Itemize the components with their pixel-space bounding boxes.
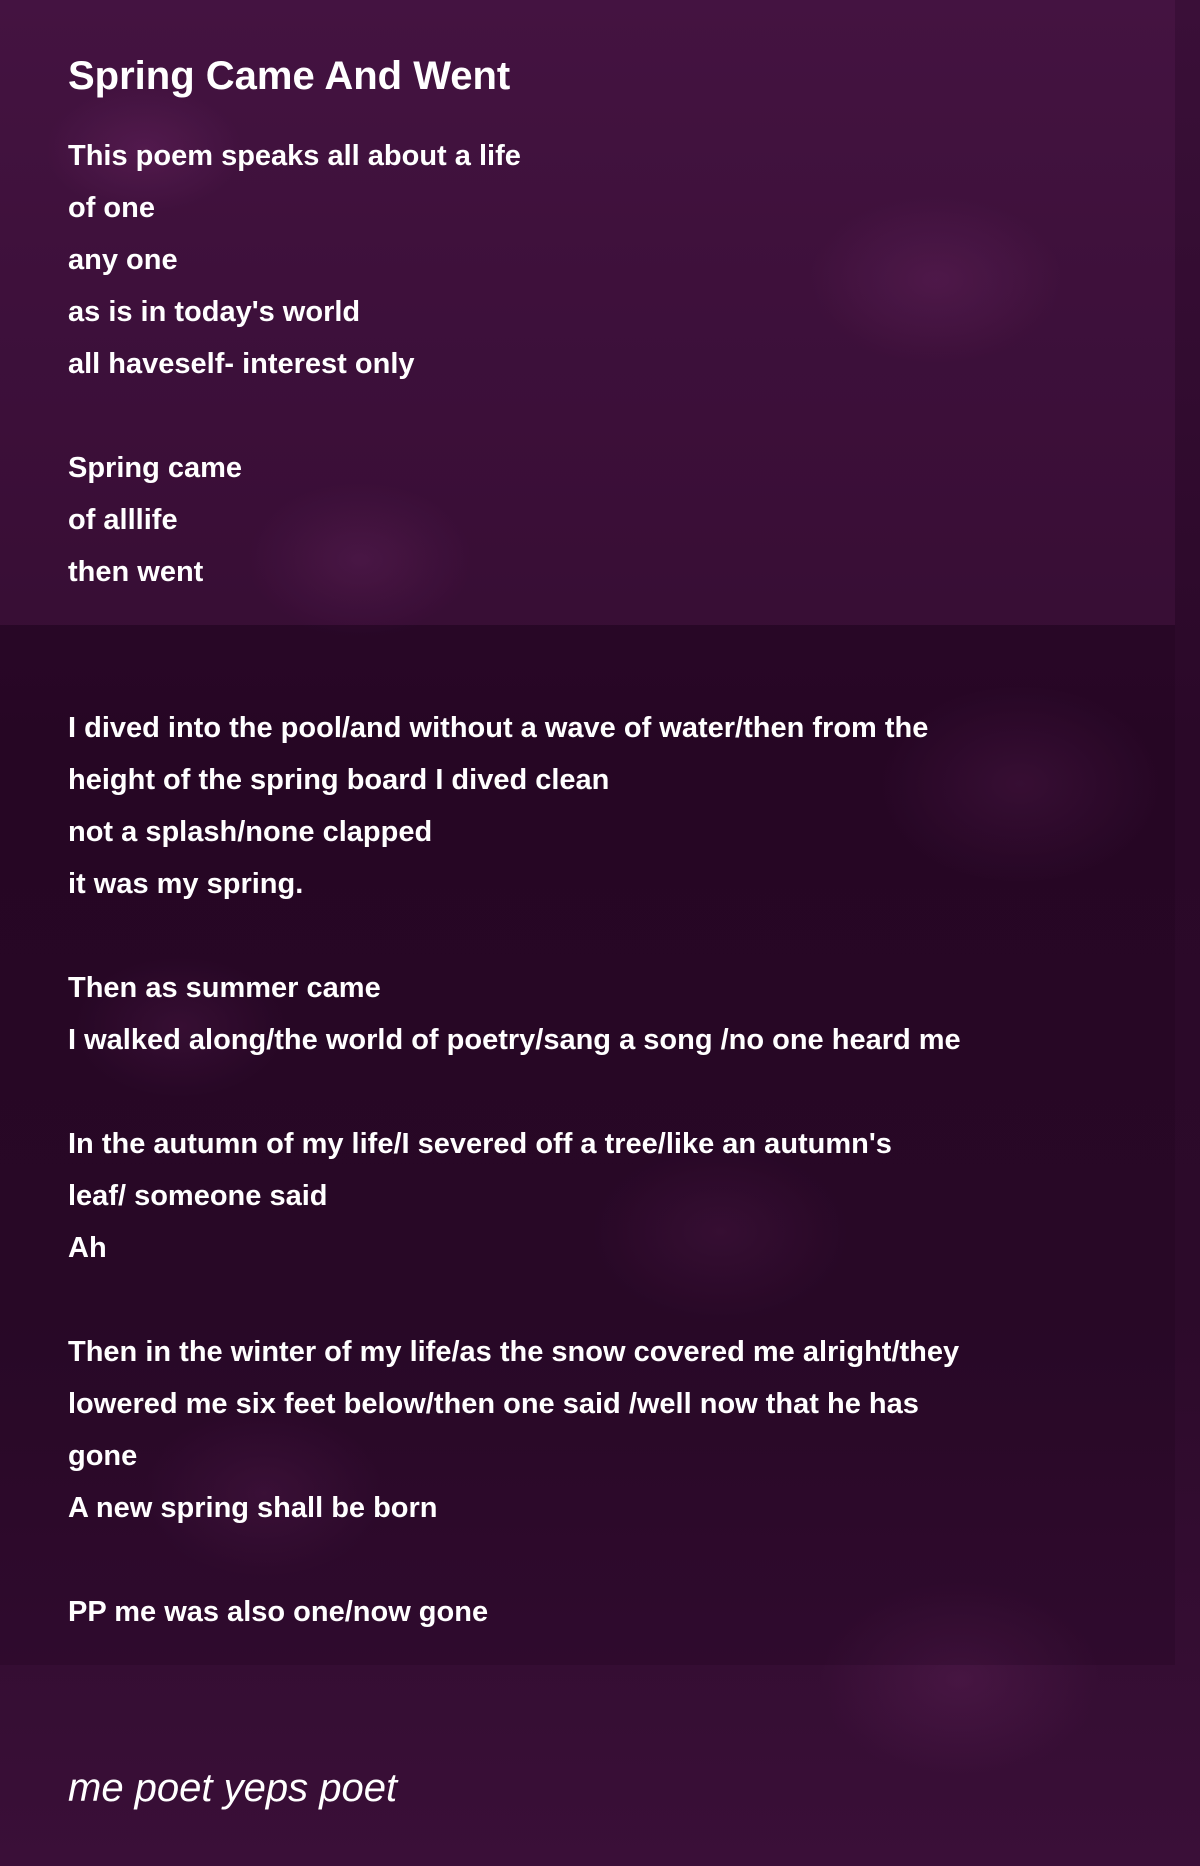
poem-line: as is in today's world <box>68 296 361 328</box>
poem-line: In the autumn of my life/I severed off a tree/like an autumn's <box>68 1128 892 1160</box>
poem-container <box>68 48 1128 1690</box>
poem-line: This poem speaks all about a life <box>68 140 521 172</box>
poem-line: of one <box>68 192 155 224</box>
poem-line: then went <box>68 556 204 588</box>
poem-author: me poet yeps poet <box>68 1766 398 1810</box>
poem-title: Spring Came And Went <box>68 54 511 98</box>
poem-line: A new spring shall be born <box>68 1492 438 1524</box>
poem-line: height of the spring board I dived clean <box>68 764 610 796</box>
stanza-3 <box>68 702 1128 910</box>
poem-line: of alllife <box>68 504 178 536</box>
poem-line: Then as summer came <box>68 972 381 1004</box>
stanza-2 <box>68 442 1128 598</box>
poem-line: all haveself- interest only <box>68 348 415 380</box>
poem-line: lowered me six feet below/then one said /well now that he has <box>68 1388 919 1420</box>
poem-line: it was my spring. <box>68 868 304 900</box>
stanza-5 <box>68 1118 1128 1274</box>
stanza-7 <box>68 1586 1128 1638</box>
poem-line: any one <box>68 244 178 276</box>
poem-line: I dived into the pool/and without a wave of water/then from the <box>68 712 929 744</box>
poem-line: Ah <box>68 1232 107 1264</box>
poem-line: PP me was also one/now gone <box>68 1596 489 1628</box>
poem-line: leaf/ someone said <box>68 1180 328 1212</box>
stanza-6 <box>68 1326 1128 1534</box>
stanza-4 <box>68 962 1128 1066</box>
poem-line: not a splash/none clapped <box>68 816 433 848</box>
poem-line: Spring came <box>68 452 243 484</box>
stanza-1 <box>68 130 1128 390</box>
poem-line: Then in the winter of my life/as the snow covered me alright/they <box>68 1336 960 1368</box>
poem-line: I walked along/the world of poetry/sang a song /no one heard me <box>68 1024 961 1056</box>
poem-line: gone <box>68 1440 138 1472</box>
